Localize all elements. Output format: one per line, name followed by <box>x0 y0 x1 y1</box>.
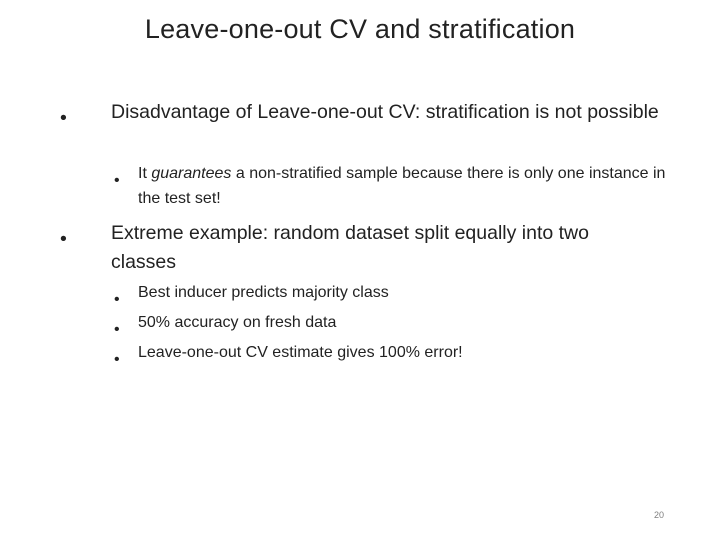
bullet-dot: • <box>60 228 67 250</box>
sub-bullet-text <box>138 161 678 211</box>
sub-bullet-dot: • <box>114 291 120 308</box>
sub-bullet-emphasis: guarantees <box>151 165 232 182</box>
bullet-dot: • <box>60 107 67 129</box>
bullet-text: Disadvantage of Leave-one-out CV: stratification is not possible <box>111 101 659 123</box>
page-number: 20 <box>653 510 664 520</box>
sub-bullet-text: 50% accuracy on fresh data <box>138 314 337 331</box>
sub-bullet-dot: • <box>114 351 120 368</box>
sub-bullet-dot: • <box>114 172 120 189</box>
sub-bullet-text-suffix: a non-stratified sample because there is only one instance in the test set! <box>138 165 666 207</box>
sub-bullet-text: Leave-one-out CV estimate gives 100% error! <box>138 344 463 361</box>
sub-bullet-dot: • <box>114 321 120 338</box>
sub-bullet-text: Best inducer predicts majority class <box>138 284 389 301</box>
bullet-text: Extreme example: random dataset split equally into two classes <box>111 222 589 273</box>
sub-bullet-text-prefix: It <box>138 165 152 182</box>
slide-title: Leave-one-out CV and stratification <box>144 14 576 44</box>
